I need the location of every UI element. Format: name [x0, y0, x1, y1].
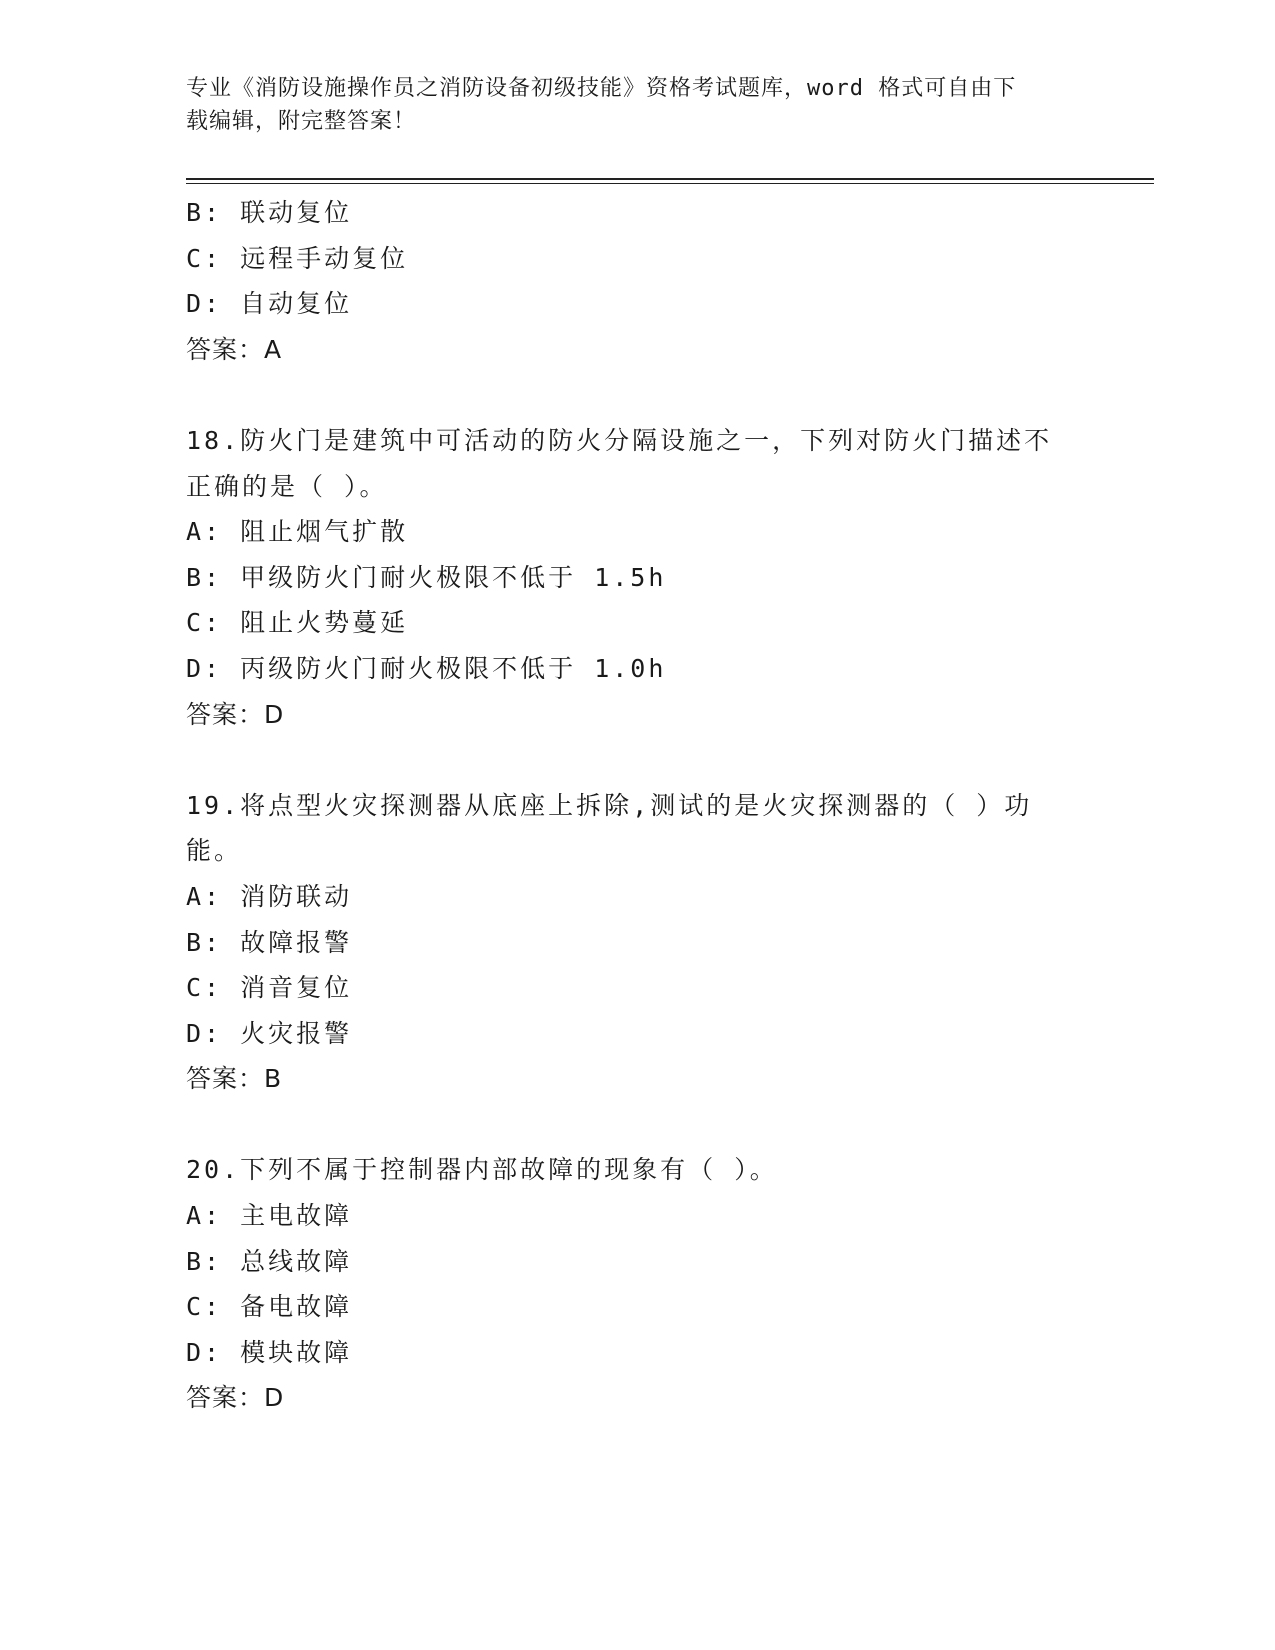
- question-20-option-d: D: 模块故障: [186, 1337, 353, 1367]
- question-20-option-a: A: 主电故障: [186, 1201, 353, 1231]
- question-19-option-d: D: 火灾报警: [186, 1018, 353, 1048]
- question-list: [186, 190, 1086, 1421]
- question-20: [186, 1147, 1086, 1421]
- question-18-option-c: C: 阻止火势蔓延: [186, 608, 409, 638]
- question-19-option-b: B: 故障报警: [186, 927, 353, 957]
- question-18-answer: 答案：D: [186, 699, 285, 729]
- question-19-option-a: A: 消防联动: [186, 881, 353, 911]
- header-line-1: 专业《消防设施操作员之消防设备初级技能》资格考试题库，word 格式可自由下: [186, 76, 1017, 101]
- question-18: [186, 418, 1086, 737]
- question-17-answer: 答案：A: [186, 334, 283, 364]
- question-19: [186, 783, 1086, 1102]
- question-18-option-d: D: 丙级防火门耐火极限不低于 1.0h: [186, 653, 667, 683]
- spacer: [186, 737, 1086, 783]
- question-19-option-c: C: 消音复位: [186, 973, 353, 1003]
- spacer: [186, 1102, 1086, 1148]
- question-17-option-b: B: 联动复位: [186, 198, 353, 227]
- question-18-option-a: A: 阻止烟气扩散: [186, 517, 409, 547]
- question-19-stem-line-1: 19.将点型火灾探测器从底座上拆除,测试的是火灾探测器的（ ）功: [186, 790, 1033, 820]
- question-17-option-d: D: 自动复位: [186, 289, 353, 319]
- question-20-option-b: B: 总线故障: [186, 1246, 353, 1276]
- question-18-stem-line-2: 正确的是（ ）。: [186, 471, 388, 501]
- question-20-option-c: C: 备电故障: [186, 1292, 353, 1322]
- header-divider-thick: [186, 178, 1154, 180]
- question-20-stem-line-1: 20.下列不属于控制器内部故障的现象有（ ）。: [186, 1155, 778, 1185]
- document-header: [186, 72, 1066, 138]
- question-18-stem-line-1: 18.防火门是建筑中可活动的防火分隔设施之一，下列对防火门描述不: [186, 425, 1053, 455]
- question-19-stem-line-2: 能。: [186, 836, 243, 866]
- question-20-answer: 答案：D: [186, 1383, 285, 1413]
- question-19-answer: 答案：B: [186, 1064, 283, 1094]
- header-divider-thin: [186, 183, 1154, 184]
- spacer: [186, 372, 1086, 418]
- question-17-option-c: C: 远程手动复位: [186, 243, 409, 273]
- question-17-tail: [186, 190, 1086, 372]
- question-18-option-b: B: 甲级防火门耐火极限不低于 1.5h: [186, 562, 667, 592]
- header-line-2: 载编辑，附完整答案！: [186, 109, 417, 134]
